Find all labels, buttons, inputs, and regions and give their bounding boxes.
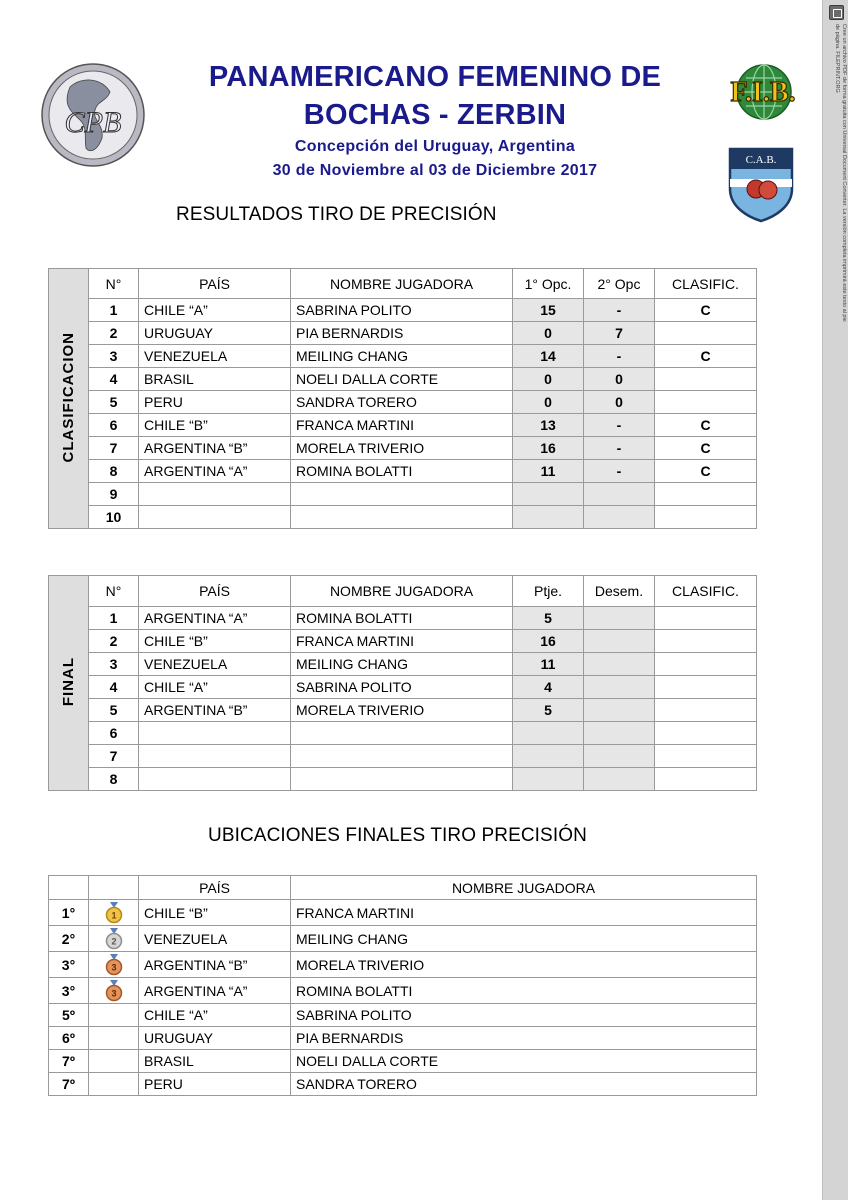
score-cell: 5 (513, 699, 584, 722)
medal-cell (89, 1027, 139, 1050)
player-cell: NOELI DALLA CORTE (291, 368, 513, 391)
medal-cell (89, 1004, 139, 1027)
row-number: 3 (89, 653, 139, 676)
tiebreak-cell (584, 699, 655, 722)
option1-cell: 15 (513, 299, 584, 322)
player-cell: MEILING CHANG (291, 345, 513, 368)
table-row (49, 437, 757, 460)
classified-cell (655, 630, 757, 653)
col-header: N° (89, 269, 139, 299)
position-cell: 5º (49, 1004, 89, 1027)
medal-cell (89, 1073, 139, 1096)
row-number: 1 (89, 299, 139, 322)
classified-cell (655, 745, 757, 768)
country-cell: CHILE “A” (139, 1004, 291, 1027)
score-cell: 4 (513, 676, 584, 699)
country-cell (139, 483, 291, 506)
classified-cell: C (655, 414, 757, 437)
player-cell: ROMINA BOLATTI (291, 607, 513, 630)
option1-cell: 0 (513, 368, 584, 391)
player-cell: SANDRA TORERO (291, 1073, 757, 1096)
country-cell: CHILE “B” (139, 414, 291, 437)
row-number: 10 (89, 506, 139, 529)
tiebreak-cell (584, 768, 655, 791)
medal-cell (89, 1050, 139, 1073)
clasificacion-table (48, 268, 757, 529)
row-number: 6 (89, 722, 139, 745)
player-cell: MORELA TRIVERIO (291, 437, 513, 460)
player-cell: MEILING CHANG (291, 653, 513, 676)
row-number: 3 (89, 345, 139, 368)
table-header-row (49, 576, 757, 607)
country-cell: ARGENTINA “B” (139, 952, 291, 978)
row-number: 9 (89, 483, 139, 506)
tiebreak-cell (584, 630, 655, 653)
country-cell: CHILE “B” (139, 630, 291, 653)
cab-logo-text: C.A.B. (745, 154, 777, 166)
table-row (49, 299, 757, 322)
table-row (49, 745, 757, 768)
medal-number: 1 (110, 910, 117, 920)
classified-cell: C (655, 437, 757, 460)
player-cell: NOELI DALLA CORTE (291, 1050, 757, 1073)
row-number: 7 (89, 745, 139, 768)
country-cell: ARGENTINA “B” (139, 437, 291, 460)
player-cell: PIA BERNARDIS (291, 322, 513, 345)
option1-cell (513, 483, 584, 506)
table-row (49, 630, 757, 653)
option2-cell: 0 (584, 391, 655, 414)
classified-cell (655, 322, 757, 345)
col-header (49, 876, 89, 900)
table-row (49, 1004, 757, 1027)
option2-cell (584, 483, 655, 506)
option1-cell: 16 (513, 437, 584, 460)
bronze-medal-icon (105, 954, 123, 976)
table-header-row (49, 876, 757, 900)
medal-number: 2 (110, 936, 117, 946)
player-cell (291, 768, 513, 791)
country-cell (139, 768, 291, 791)
player-cell: MORELA TRIVERIO (291, 952, 757, 978)
table-row (49, 926, 757, 952)
table-row (49, 1050, 757, 1073)
country-cell: ARGENTINA “A” (139, 460, 291, 483)
col-header: PAÍS (139, 576, 291, 607)
score-cell (513, 768, 584, 791)
option2-cell: - (584, 414, 655, 437)
player-cell: SANDRA TORERO (291, 391, 513, 414)
country-cell (139, 745, 291, 768)
table-row (49, 768, 757, 791)
cpb-logo (40, 62, 146, 168)
player-cell: ROMINA BOLATTI (291, 460, 513, 483)
col-header: NOMBRE JUGADORA (291, 876, 757, 900)
option2-cell: - (584, 345, 655, 368)
score-cell (513, 745, 584, 768)
section-title-resultados: RESULTADOS TIRO DE PRECISIÓN (176, 204, 497, 225)
player-cell (291, 722, 513, 745)
col-header: Ptje. (513, 576, 584, 607)
player-cell: PIA BERNARDIS (291, 1027, 757, 1050)
table-row (49, 699, 757, 722)
medal-cell (89, 978, 139, 1004)
medal-number: 3 (110, 962, 117, 972)
section-title-ubicaciones: UBICACIONES FINALES TIRO PRECISIÓN (208, 825, 587, 846)
classified-cell (655, 368, 757, 391)
position-cell: 3° (49, 952, 89, 978)
row-number: 1 (89, 607, 139, 630)
table-row (49, 483, 757, 506)
country-cell: VENEZUELA (139, 926, 291, 952)
classified-cell (655, 391, 757, 414)
classified-cell (655, 699, 757, 722)
row-number: 8 (89, 460, 139, 483)
col-header: PAÍS (139, 876, 291, 900)
player-cell: MEILING CHANG (291, 926, 757, 952)
player-cell (291, 483, 513, 506)
player-cell: FRANCA MARTINI (291, 630, 513, 653)
classified-cell (655, 607, 757, 630)
classified-cell: C (655, 345, 757, 368)
option1-cell: 13 (513, 414, 584, 437)
medal-number: 3 (110, 988, 117, 998)
country-cell: ARGENTINA “B” (139, 699, 291, 722)
position-cell: 3° (49, 978, 89, 1004)
event-dates: 30 de Noviembre al 03 de Diciembre 2017 (272, 162, 598, 179)
classified-cell (655, 722, 757, 745)
col-header: 1° Opc. (513, 269, 584, 299)
classified-cell (655, 653, 757, 676)
cpb-logo-text: CPB (64, 106, 122, 139)
score-cell (513, 722, 584, 745)
col-header: 2° Opc (584, 269, 655, 299)
tiebreak-cell (584, 676, 655, 699)
score-cell: 5 (513, 607, 584, 630)
row-number: 2 (89, 322, 139, 345)
row-number: 4 (89, 368, 139, 391)
country-cell: PERU (139, 1073, 291, 1096)
country-cell: BRASIL (139, 368, 291, 391)
table-row (49, 676, 757, 699)
table-row (49, 607, 757, 630)
player-cell (291, 745, 513, 768)
ubicaciones-table (48, 875, 757, 1096)
col-header: CLASIFIC. (655, 576, 757, 607)
table-row (49, 653, 757, 676)
silver-medal-icon (105, 928, 123, 950)
tiebreak-cell (584, 607, 655, 630)
page-title (170, 58, 700, 134)
tiebreak-cell (584, 653, 655, 676)
position-cell: 1° (49, 900, 89, 926)
player-cell: FRANCA MARTINI (291, 414, 513, 437)
player-cell: SABRINA POLITO (291, 1004, 757, 1027)
fib-logo-text: F.I.B. (730, 77, 796, 108)
country-cell: PERU (139, 391, 291, 414)
table-row (49, 460, 757, 483)
player-cell: ROMINA BOLATTI (291, 978, 757, 1004)
country-cell (139, 722, 291, 745)
country-cell: ARGENTINA “A” (139, 978, 291, 1004)
table-row (49, 900, 757, 926)
title-line-1: PANAMERICANO FEMENINO DE (208, 61, 662, 93)
player-cell: FRANCA MARTINI (291, 900, 757, 926)
country-cell: CHILE “B” (139, 900, 291, 926)
country-cell: CHILE “A” (139, 676, 291, 699)
table-row (49, 345, 757, 368)
medal-cell (89, 900, 139, 926)
country-cell: URUGUAY (139, 322, 291, 345)
cab-logo (726, 143, 796, 223)
position-cell: 7º (49, 1050, 89, 1073)
option2-cell: - (584, 460, 655, 483)
table-row (49, 1073, 757, 1096)
row-number: 2 (89, 630, 139, 653)
table-row (49, 414, 757, 437)
fib-logo (706, 62, 821, 122)
table-row (49, 722, 757, 745)
converter-note: Cree un archivo PDF de forma gratuita con Universal Document Converter. La versión completa imprimirá este texto al pie de página. FILEPRINT.ORG (834, 24, 847, 322)
option1-cell: 11 (513, 460, 584, 483)
col-header: NOMBRE JUGADORA (291, 269, 513, 299)
col-header: PAÍS (139, 269, 291, 299)
table-row (49, 978, 757, 1004)
position-cell: 7º (49, 1073, 89, 1096)
option1-cell: 0 (513, 322, 584, 345)
table-row (49, 391, 757, 414)
gold-medal-icon (105, 902, 123, 924)
medal-cell (89, 926, 139, 952)
country-cell: URUGUAY (139, 1027, 291, 1050)
table-row (49, 368, 757, 391)
event-location: Concepción del Uruguay, Argentina (294, 138, 576, 155)
option2-cell: - (584, 299, 655, 322)
final-table (48, 575, 757, 791)
col-header: CLASIFIC. (655, 269, 757, 299)
row-number: 8 (89, 768, 139, 791)
row-number: 7 (89, 437, 139, 460)
converter-icon[interactable] (829, 5, 844, 20)
table-row (49, 322, 757, 345)
option1-cell (513, 506, 584, 529)
table-row (49, 952, 757, 978)
country-cell: VENEZUELA (139, 345, 291, 368)
classified-cell (655, 768, 757, 791)
classified-cell (655, 483, 757, 506)
classified-cell (655, 506, 757, 529)
title-line-2: BOCHAS - ZERBIN (303, 99, 567, 131)
clasificacion-side-label: CLASIFICACION (49, 269, 89, 529)
col-header: NOMBRE JUGADORA (291, 576, 513, 607)
country-cell: ARGENTINA “A” (139, 607, 291, 630)
country-cell: BRASIL (139, 1050, 291, 1073)
medal-cell (89, 952, 139, 978)
classified-cell: C (655, 460, 757, 483)
row-number: 5 (89, 699, 139, 722)
player-cell: SABRINA POLITO (291, 676, 513, 699)
player-cell: SABRINA POLITO (291, 299, 513, 322)
country-cell (139, 506, 291, 529)
row-number: 4 (89, 676, 139, 699)
position-cell: 6º (49, 1027, 89, 1050)
classified-cell (655, 676, 757, 699)
score-cell: 16 (513, 630, 584, 653)
table-row (49, 1027, 757, 1050)
final-side-label: FINAL (49, 576, 89, 791)
bronze-medal-icon (105, 980, 123, 1002)
option1-cell: 0 (513, 391, 584, 414)
player-cell (291, 506, 513, 529)
player-cell: MORELA TRIVERIO (291, 699, 513, 722)
col-header: Desem. (584, 576, 655, 607)
option2-cell (584, 506, 655, 529)
col-header (89, 876, 139, 900)
row-number: 5 (89, 391, 139, 414)
score-cell: 11 (513, 653, 584, 676)
table-header-row (49, 269, 757, 299)
option1-cell: 14 (513, 345, 584, 368)
row-number: 6 (89, 414, 139, 437)
option2-cell: 0 (584, 368, 655, 391)
position-cell: 2° (49, 926, 89, 952)
table-row (49, 506, 757, 529)
option2-cell: 7 (584, 322, 655, 345)
country-cell: VENEZUELA (139, 653, 291, 676)
classified-cell: C (655, 299, 757, 322)
tiebreak-cell (584, 745, 655, 768)
option2-cell: - (584, 437, 655, 460)
country-cell: CHILE “A” (139, 299, 291, 322)
col-header: N° (89, 576, 139, 607)
tiebreak-cell (584, 722, 655, 745)
